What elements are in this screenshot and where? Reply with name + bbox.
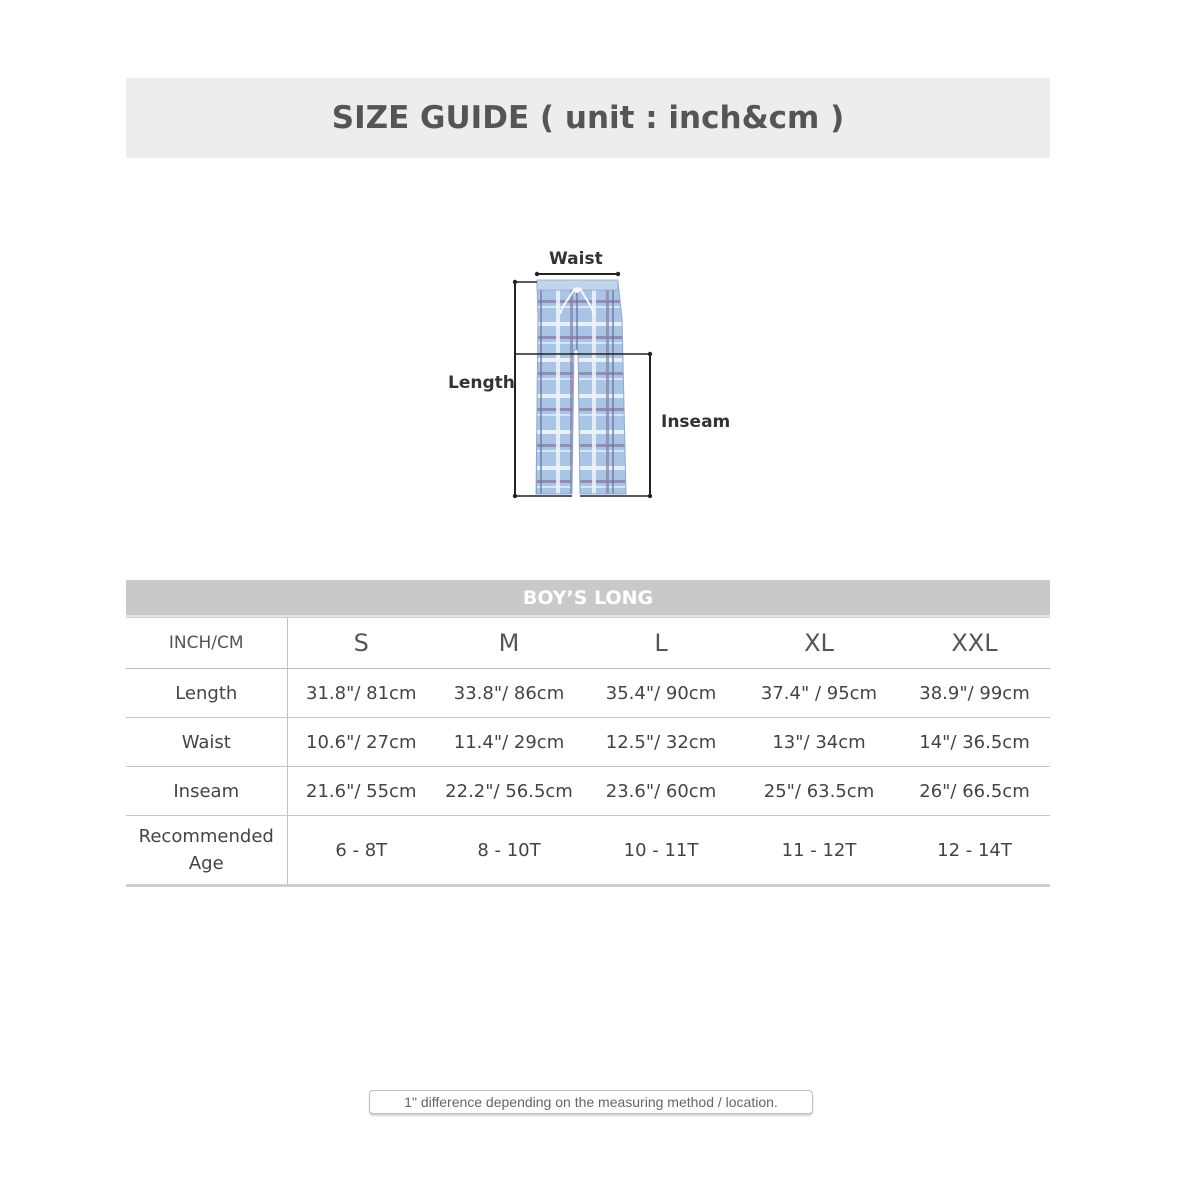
row-label: Length xyxy=(126,669,287,718)
row-label: Waist xyxy=(126,718,287,767)
table-cell: 11 - 12T xyxy=(739,816,899,886)
table-cell: 13"/ 34cm xyxy=(739,718,899,767)
inseam-label: Inseam xyxy=(661,412,731,432)
size-table xyxy=(126,580,1050,887)
title-band xyxy=(126,78,1050,158)
table-cell: 22.2"/ 56.5cm xyxy=(435,767,583,816)
row-label: Inseam xyxy=(126,767,287,816)
table-cell: 10 - 11T xyxy=(583,816,739,886)
table-cell: 37.4" / 95cm xyxy=(739,669,899,718)
measurement-footnote xyxy=(369,1090,813,1114)
size-chart-table xyxy=(126,617,1050,887)
table-cell: 21.6"/ 55cm xyxy=(287,767,435,816)
length-label: Length xyxy=(448,373,515,393)
table-cell: 11.4"/ 29cm xyxy=(435,718,583,767)
pants-shape xyxy=(536,282,626,494)
table-cell: 10.6"/ 27cm xyxy=(287,718,435,767)
size-header: XL xyxy=(804,629,834,657)
page-title: SIZE GUIDE ( unit : inch&cm ) xyxy=(331,100,845,136)
table-cell: 6 - 8T xyxy=(287,816,435,886)
waist-label: Waist xyxy=(549,249,603,269)
pants-measurement-diagram xyxy=(440,240,740,510)
size-header-row xyxy=(126,618,1050,669)
table-cell: 38.9"/ 99cm xyxy=(899,669,1050,718)
table-cell: 12.5"/ 32cm xyxy=(583,718,739,767)
row-label: Recommended Age xyxy=(126,816,287,886)
table-cell: 14"/ 36.5cm xyxy=(899,718,1050,767)
table-row xyxy=(126,669,1050,718)
table-cell: 35.4"/ 90cm xyxy=(583,669,739,718)
table-section-header xyxy=(126,580,1050,617)
table-cell: 12 - 14T xyxy=(899,816,1050,886)
size-header: M xyxy=(498,629,520,657)
table-row xyxy=(126,816,1050,886)
table-section-title: BOY’S LONG xyxy=(522,586,654,609)
table-cell: 26"/ 66.5cm xyxy=(899,767,1050,816)
table-cell: 8 - 10T xyxy=(435,816,583,886)
size-header: XXL xyxy=(951,629,998,657)
table-cell: 25"/ 63.5cm xyxy=(739,767,899,816)
table-cell: 33.8"/ 86cm xyxy=(435,669,583,718)
table-cell: 31.8"/ 81cm xyxy=(287,669,435,718)
corner-label: INCH/CM xyxy=(126,618,287,669)
size-header: L xyxy=(654,629,668,657)
table-row xyxy=(126,718,1050,767)
size-header: S xyxy=(353,629,369,657)
footnote-text: 1" difference depending on the measuring method / location. xyxy=(404,1094,778,1110)
table-row xyxy=(126,767,1050,816)
table-cell: 23.6"/ 60cm xyxy=(583,767,739,816)
